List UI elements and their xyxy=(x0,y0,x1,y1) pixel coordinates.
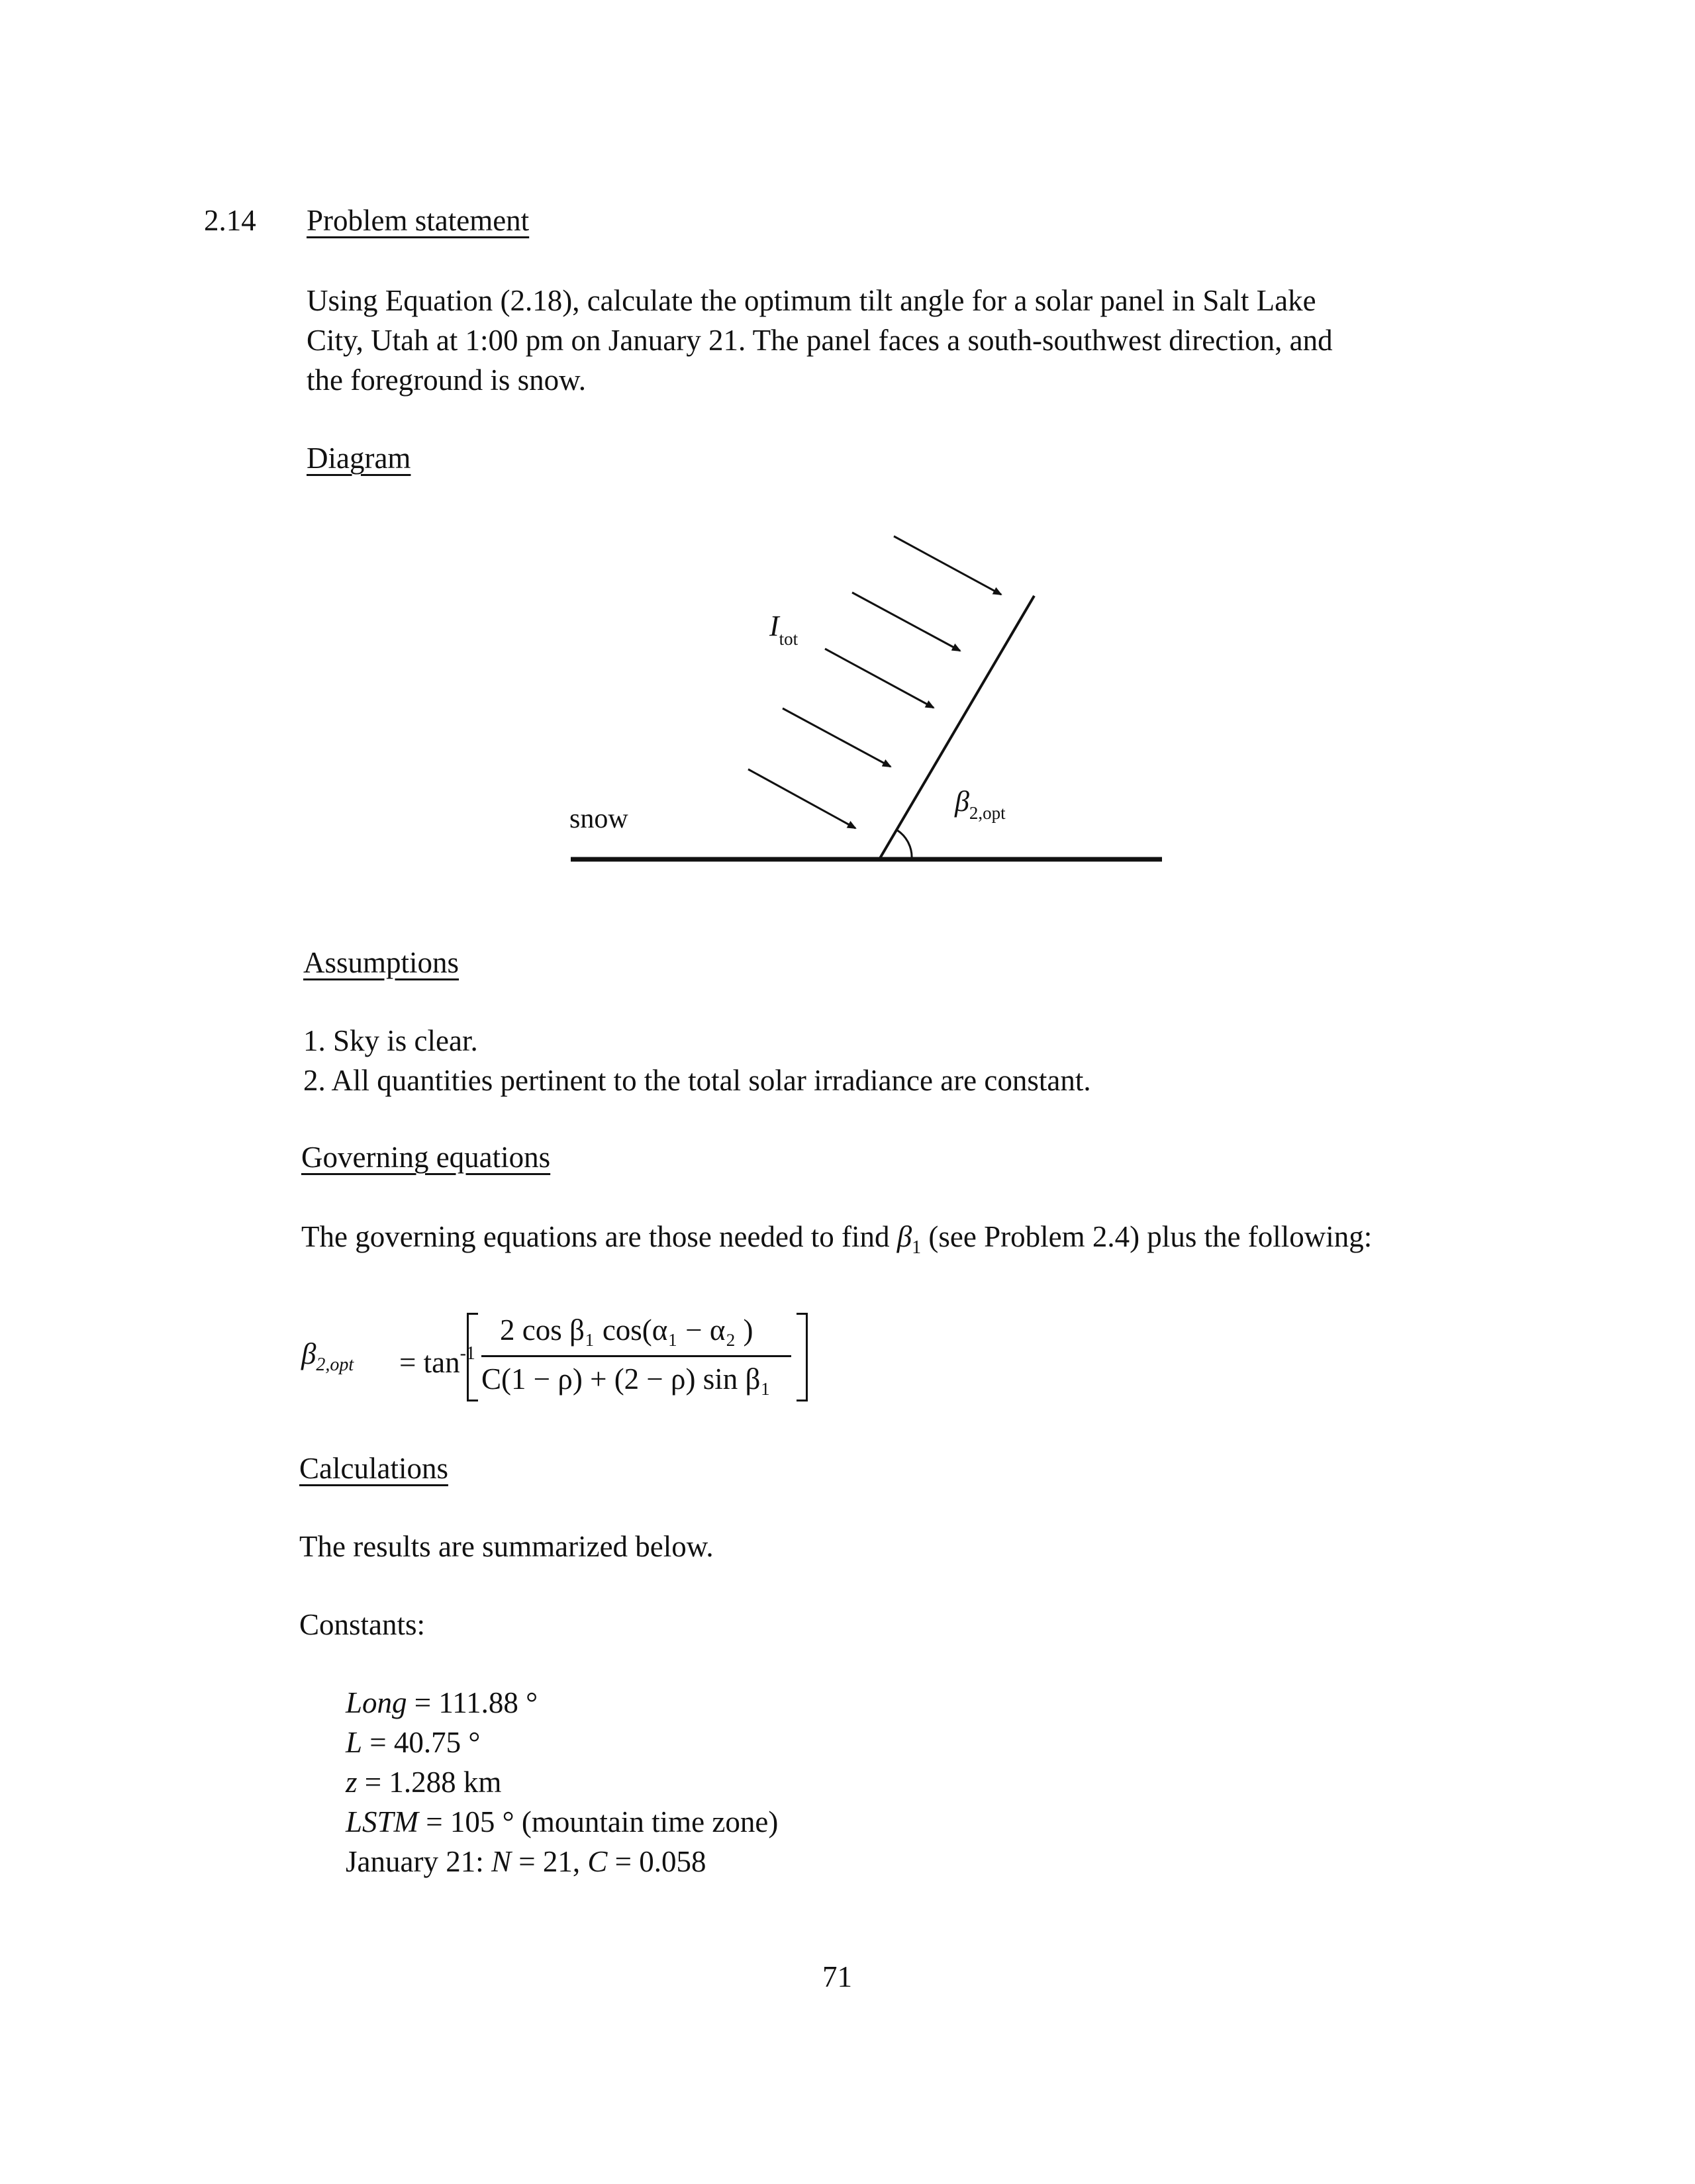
tilt-angle-arc xyxy=(897,830,912,859)
constant-lstm: LSTM = 105 ° (mountain time zone) xyxy=(346,1805,779,1838)
equation-tan: = $\tan^{-1}$ xyxy=(399,1343,475,1379)
fraction-bar xyxy=(481,1355,791,1357)
constant-longitude: Long = 111.88 ° xyxy=(346,1686,538,1719)
constant-altitude: z = 1.288 km xyxy=(346,1766,502,1799)
page-number: 71 xyxy=(822,1960,852,1993)
assumption-2: 2. All quantities pertinent to the total solar irradiance are constant. xyxy=(303,1064,1091,1097)
ground-label: snow xyxy=(569,804,628,834)
equation-denominator: C(1 − ρ) + (2 − ρ) sin β₁ xyxy=(481,1362,771,1396)
statement-line-1: Using Equation (2.18), calculate the optimum tilt angle for a solar panel in Salt Lake xyxy=(307,284,1316,317)
optimum-tilt-equation xyxy=(301,1307,818,1413)
irradiance-label: $I_{tot}$ xyxy=(769,610,799,649)
diagram-heading: Diagram xyxy=(307,442,411,475)
angle-label: $\beta_{2,opt}$ xyxy=(955,785,1006,823)
constant-january: January 21: N = 21, C = 0.058 xyxy=(346,1845,706,1878)
calculations-summary: The results are summarized below. xyxy=(299,1530,714,1563)
calculations-heading: Calculations xyxy=(299,1452,448,1485)
sun-ray-arrow xyxy=(852,593,960,651)
solar-panel xyxy=(879,596,1034,859)
governing-text: The governing equations are those needed to find $\beta_1$ (see Problem 2.4) plus the following: xyxy=(301,1220,1373,1258)
problem-heading: Problem statement xyxy=(307,204,530,237)
sun-ray-arrow xyxy=(748,769,855,828)
constant-latitude: L = 40.75 ° xyxy=(346,1726,481,1759)
equation-numerator: 2 cos β₁ cos(α₁ − α₂ ) xyxy=(500,1313,753,1347)
sun-ray-arrow xyxy=(783,708,891,767)
assumptions-heading: Assumptions xyxy=(303,946,460,979)
sun-ray-arrow xyxy=(894,536,1001,594)
left-bracket xyxy=(467,1313,478,1401)
governing-heading: Governing equations xyxy=(301,1141,551,1174)
statement-line-3: the foreground is snow. xyxy=(307,363,587,397)
constants-label: Constants: xyxy=(299,1608,426,1641)
equation-lhs: $\beta_{2,opt}$ xyxy=(301,1337,354,1375)
assumption-1: 1. Sky is clear. xyxy=(303,1024,478,1057)
right-bracket xyxy=(797,1313,808,1401)
problem-number: 2.14 xyxy=(204,204,256,237)
sun-ray-arrow xyxy=(825,649,934,708)
tilt-angle-diagram xyxy=(556,516,1179,874)
statement-line-2: City, Utah at 1:00 pm on January 21. The panel faces a south-southwest direction, and xyxy=(307,324,1333,357)
